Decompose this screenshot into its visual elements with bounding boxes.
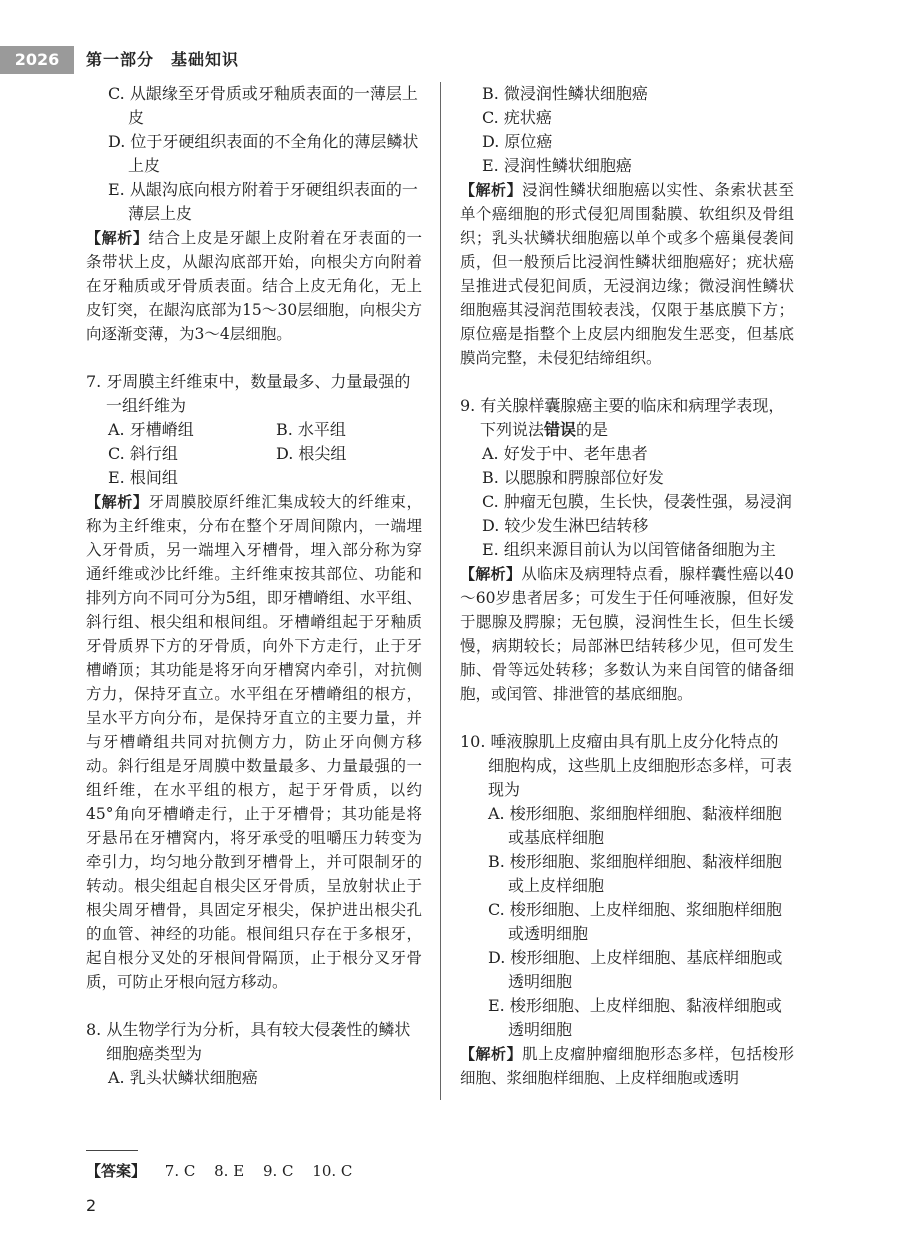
column-divider xyxy=(440,82,441,1100)
q10-option-e: E. 梭形细胞、上皮样细胞、黏液样细胞或透明细胞 xyxy=(488,996,782,1039)
q8-option-b: B. 微浸润性鳞状细胞癌 xyxy=(482,84,648,103)
q10-option-b: B. 梭形细胞、浆细胞样细胞、黏液样细胞或上皮样细胞 xyxy=(488,852,782,895)
q9-option-a: A. 好发于中、老年患者 xyxy=(482,444,648,463)
answer-label: 【答案】 xyxy=(86,1162,147,1180)
analysis-tag: 【解析】 xyxy=(86,229,149,247)
q9-option-d: D. 较少发生淋巴结转移 xyxy=(482,516,649,535)
q9-analysis xyxy=(460,562,794,706)
q8-option-d: D. 原位癌 xyxy=(482,132,553,151)
q9-analysis-text: 从临床及病理特点看，腺样囊性癌以40～60岁患者居多；可发生于任何唾液腺，但好发于腮腺及腭腺；无包膜，浸润性生长，但生长缓慢，病期较长；局部淋巴结转移少见，但可发生肺、骨等远处转移；多数认为来自闰管的储备细胞，或闰管、排泄管的基底细胞。 xyxy=(460,565,794,703)
answer-7: 7. C xyxy=(164,1162,196,1180)
q7-analysis xyxy=(86,490,422,994)
page-header xyxy=(0,46,900,74)
q8-stem: 8. 从生物学行为分析，具有较大侵袭性的鳞状细胞癌类型为 xyxy=(86,1020,411,1063)
section-title: 第一部分 基础知识 xyxy=(86,50,240,69)
q9-stem-emphasis: 错误 xyxy=(544,420,577,439)
right-column xyxy=(460,82,794,1090)
left-column xyxy=(86,82,422,1090)
q7-option-a: A. 牙槽嵴组 xyxy=(108,420,194,439)
q9-stem-a: 9. 有关腺样囊腺癌主要的临床和病理学表现，下列说法 xyxy=(460,396,785,439)
q10-analysis-text: 肌上皮瘤肿瘤细胞形态多样，包括梭形细胞、浆细胞样细胞、上皮样细胞或透明 xyxy=(460,1045,794,1087)
prev-option-e: E. 从龈沟底向根方附着于牙硬组织表面的一薄层上皮 xyxy=(108,180,418,223)
answer-8: 8. E xyxy=(214,1162,245,1180)
prev-analysis xyxy=(86,226,422,346)
q8-option-e: E. 浸润性鳞状细胞癌 xyxy=(482,156,632,175)
q10-stem: 10. 唾液腺肌上皮瘤由具有肌上皮分化特点的细胞构成，这些肌上皮细胞形态多样，可表现为 xyxy=(460,732,793,799)
q9-stem-b: 的是 xyxy=(576,420,609,439)
analysis-tag: 【解析】 xyxy=(86,493,149,511)
footnote-rule xyxy=(86,1150,138,1151)
q9-option-e: E. 组织来源目前认为以闰管储备细胞为主 xyxy=(482,540,776,559)
q7-option-b: B. 水平组 xyxy=(276,420,346,439)
analysis-tag: 【解析】 xyxy=(460,1045,523,1063)
prev-option-d: D. 位于牙硬组织表面的不全角化的薄层鳞状上皮 xyxy=(108,132,419,175)
q7-option-c: C. 斜行组 xyxy=(108,444,178,463)
q9-stem xyxy=(460,394,794,442)
q8-option-c: C. 疣状癌 xyxy=(482,108,552,127)
q9-option-b: B. 以腮腺和腭腺部位好发 xyxy=(482,468,664,487)
q8-option-a: A. 乳头状鳞状细胞癌 xyxy=(108,1068,258,1087)
year-badge: 2026 xyxy=(0,46,74,74)
q10-option-d: D. 梭形细胞、上皮样细胞、基底样细胞或透明细胞 xyxy=(488,948,783,991)
prev-analysis-text: 结合上皮是牙龈上皮附着在牙表面的一条带状上皮，从龈沟底部开始，向根尖方向附着在牙釉质或牙骨质表面。结合上皮无角化，无上皮钉突，在龈沟底部为15～30层细胞，向根尖方向逐渐变薄，为3～4层细胞。 xyxy=(86,229,422,343)
q10-analysis xyxy=(460,1042,794,1090)
analysis-tag: 【解析】 xyxy=(460,181,523,199)
q10-option-a: A. 梭形细胞、浆细胞样细胞、黏液样细胞或基底样细胞 xyxy=(488,804,782,847)
answer-9: 9. C xyxy=(262,1162,294,1180)
q7-option-e: E. 根间组 xyxy=(108,468,178,487)
analysis-tag: 【解析】 xyxy=(460,565,522,583)
q9-option-c: C. 肿瘤无包膜，生长快，侵袭性强，易浸润 xyxy=(482,492,792,511)
answer-10: 10. C xyxy=(312,1162,353,1180)
q7-option-d: D. 根尖组 xyxy=(276,444,347,463)
q7-stem: 7. 牙周膜主纤维束中，数量最多、力量最强的一组纤维为 xyxy=(86,372,411,415)
q8-analysis xyxy=(460,178,794,370)
q10-option-c: C. 梭形细胞、上皮样细胞、浆细胞样细胞或透明细胞 xyxy=(488,900,782,943)
q8-analysis-text: 浸润性鳞状细胞癌以实性、条索状甚至单个癌细胞的形式侵犯周围黏膜、软组织及骨组织；乳头状鳞状细胞癌以单个或多个癌巢侵袭间质，但一般预后比浸润性鳞状细胞癌好；疣状癌呈推进式侵犯间质，无浸润边缘；微浸润性鳞状细胞癌其浸润范围较表浅，仅限于基底膜下方；原位癌是指整个上皮层内细胞发生恶变，但基底膜尚完整，未侵犯结缔组织。 xyxy=(460,181,794,367)
answer-key xyxy=(86,1160,352,1182)
prev-option-c: C. 从龈缘至牙骨质或牙釉质表面的一薄层上皮 xyxy=(108,84,418,127)
page-number: 2 xyxy=(86,1196,97,1215)
q7-analysis-text: 牙周膜胶原纤维汇集成较大的纤维束，称为主纤维束，分布在整个牙周间隙内，一端埋入牙骨质，另一端埋入牙槽骨，埋入部分称为穿通纤维或沙比纤维。主纤维束按其部位、功能和排列方向不同可分为5组，即牙槽嵴组、水平组、斜行组、根尖组和根间组。牙槽嵴组起于牙釉质牙骨质界下方的牙骨质，向外下方走行，止于牙槽嵴顶；其功能是将牙向牙槽窝内牵引，对抗侧方力，保持牙直立。水平组在牙槽嵴组的根方，呈水平方向分布，是保持牙直立的主要力量，并与牙槽嵴组共同对抗侧方力，防止牙向侧方移动。斜行组是牙周膜中数量最多、力量最强的一组纤维，在水平组的根方，起于牙骨质，以约45°角向牙槽嵴走行，止于牙槽骨；其功能是将牙悬吊在牙槽窝内，将牙承受的咀嚼压力转变为牵引力，均匀地分散到牙槽骨上，并可限制牙的转动。根尖组起自根尖区牙骨质，呈放射状止于根尖周牙槽骨，具固定牙根尖，保护进出根尖孔的血管、神经的功能。根间组只存在于多根牙，起自根分叉处的牙根间骨隔顶，止于根分叉牙骨质，可防止牙根向冠方移动。 xyxy=(86,493,422,991)
